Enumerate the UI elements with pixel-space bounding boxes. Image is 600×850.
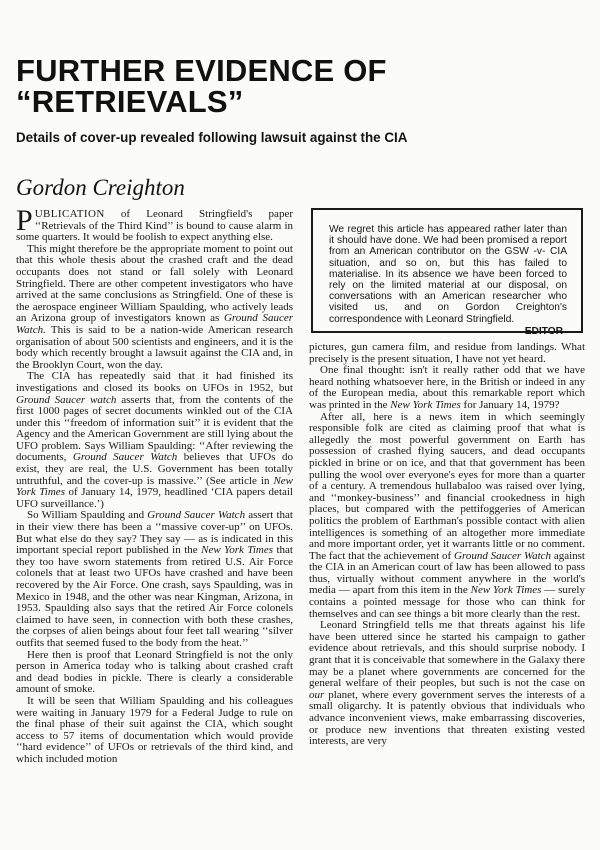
- paragraph-5: Here then is proof that Leonard Stringfield is not the only person in America today who is talking about crashed craft and dead bodies in pickle. There is clearly a considerable amount of smoke.: [16, 648, 293, 696]
- paragraph-6-continued: pictures, gun camera film, and residue from landings. What precisely is the present situation, I have not yet heard.: [309, 341, 585, 365]
- body-column-right: [309, 342, 585, 748]
- article-subtitle: Details of cover-up revealed following lawsuit against the CIA: [16, 130, 408, 145]
- paragraph-8: After all, here is a news item in which seemingly responsible folk are cited as claiming proof that what is allegedly the most powerful government on Earth has possession of crashed flying saucers, and dead occupants pickled in brine or on ice, and that that government has been pulling the wool over everyone's eyes for more than a quarter of a century. A tremendous hullabaloo was raised over lying, and ‘‘monkey-business’’ and financial crookedness in high places, but compared with the pettifoggeries of American politics the problem of Earthman's possible contact with alien intelligences is something of an altogether more immediate and more important order, yet it warrants little or no comment. The fact that the achievement of Ground Saucer Watch against the CIA in an American court of law has been allowed to pass thus, virtually without comment anywhere in the world's media — apart from this item in the New York Times — surely contains a pointed message for those who can think for themselves and can see things a bit more clearly than the rest.: [309, 410, 585, 620]
- editor-note-box: [311, 208, 583, 337]
- article-title: [16, 55, 387, 117]
- paragraph-1: PUBLICATION of Leonard Stringfield's paper ‘‘Retrievals of the Third Kind’’ is bound to cause alarm in some quarters. It would be foolish to expect anything else.: [16, 204, 293, 244]
- article-title-line-2: “RETRIEVALS”: [16, 84, 244, 119]
- paragraph-6: It will be seen that William Spaulding and his colleagues were waiting in January 1979 for a Federal Judge to rule on the final phase of their suit against the CIA, which sought access to 57 items of documentation which would provide ‘‘hard evidence’’ of UFOs or retrievals of the third kind, and which included motion: [16, 694, 293, 765]
- author-byline: Gordon Creighton: [16, 175, 185, 200]
- editor-note-text: We regret this article has appeared rather later than it should have done. We had been promised a report from an American contributor on the GSW -v- CIA situation, and so on, but this has failed to materialise. In its absence we have been forced to rely on the limited material at our disposal, on conversations with an American researcher who visited us, and on Gordon Creighton's correspondence with Leonard Stringfield.: [329, 224, 567, 325]
- paragraph-7: One final thought: isn't it really rather odd that we have heard nothing whatsoever here, in the British or indeed in any of the European media, about this remarkable report which was printed in the New York Times for January 14, 1979?: [309, 364, 585, 411]
- paragraph-4: So William Spaulding and Ground Saucer Watch assert that in their view there has been a ‘‘massive cover-up’’ on UFOs. But what else do they say? They say — as is indicated in this important special report published in the New York Times that they too have sworn statements from retired U.S. Air Force colonels that at least two UFOs have crashed and have been recovered by the Air Force. One crash, says Spaulding, was in Mexico in 1948, and the other was near Kingman, Arizona, in 1953. Spaulding also says that the retired Air Force colonels claimed to have seen, in connection with both these crashes, the corpses of alien beings about four feet tall wearing ‘‘silver outfits that seemed fused to the body from the heat.’’: [16, 509, 293, 649]
- article-title-line-1: FURTHER EVIDENCE OF: [16, 53, 387, 88]
- drop-cap: P: [16, 204, 33, 237]
- paragraph-3: The CIA has repeatedly said that it had finished its investigations and closed its books on UFOs in 1952, but Ground Saucer watch asserts that, from the contents of the first 1000 pages of secret documents winkled out of the CIA under this ‘‘freedom of information suit’’ it is evident that the Agency and the American Government are still lying about the UFO problem. Says William Spaulding: ‘‘After reviewing the documents, Ground Saucer Watch believes that UFOs do exist, they are real, the U.S. Government has been totally untruthful, and the cover-up is massive.’’ (See article in New York Times of January 14, 1979, headlined ‘CIA papers detail UFO surveillance.’): [16, 370, 294, 510]
- editor-signature: EDITOR: [524, 325, 563, 337]
- paragraph-2: This might therefore be the appropriate moment to point out that this whole thesis about the crashed craft and the dead occupants does not stand or fall solely with Leonard Stringfield. There are other competent investigators who have arrived at the same conclusions as Stringfield. One of these is the aerospace engineer William Spaulding, who actively leads an Arizona group of investigators known as Ground Saucer Watch. This is said to be a nation-wide American research organisation of about 500 scientists and engineers, and it is the body which recently brought a lawsuit against the CIA and, in the Brooklyn Court, won the day.: [16, 242, 293, 371]
- body-column-left: [16, 204, 294, 766]
- lead-in: UBLICATION: [34, 208, 105, 220]
- paragraph-9: Leonard Stringfield tells me that threats against his life have been uttered since he started his campaign to gather evidence about retrievals, and this should surprise nobody. I grant that it is conceivable that somewhere in the Galaxy there may be a planet where governments are concerned for the general welfare of their peoples, but such is not the case on our planet, where every government serves the interests of a small oligarchy. It is patently obvious that individuals who advance inconvenient views, make embarrassing discoveries, or produce new inventions that threaten existing vested interests, are very: [309, 619, 585, 748]
